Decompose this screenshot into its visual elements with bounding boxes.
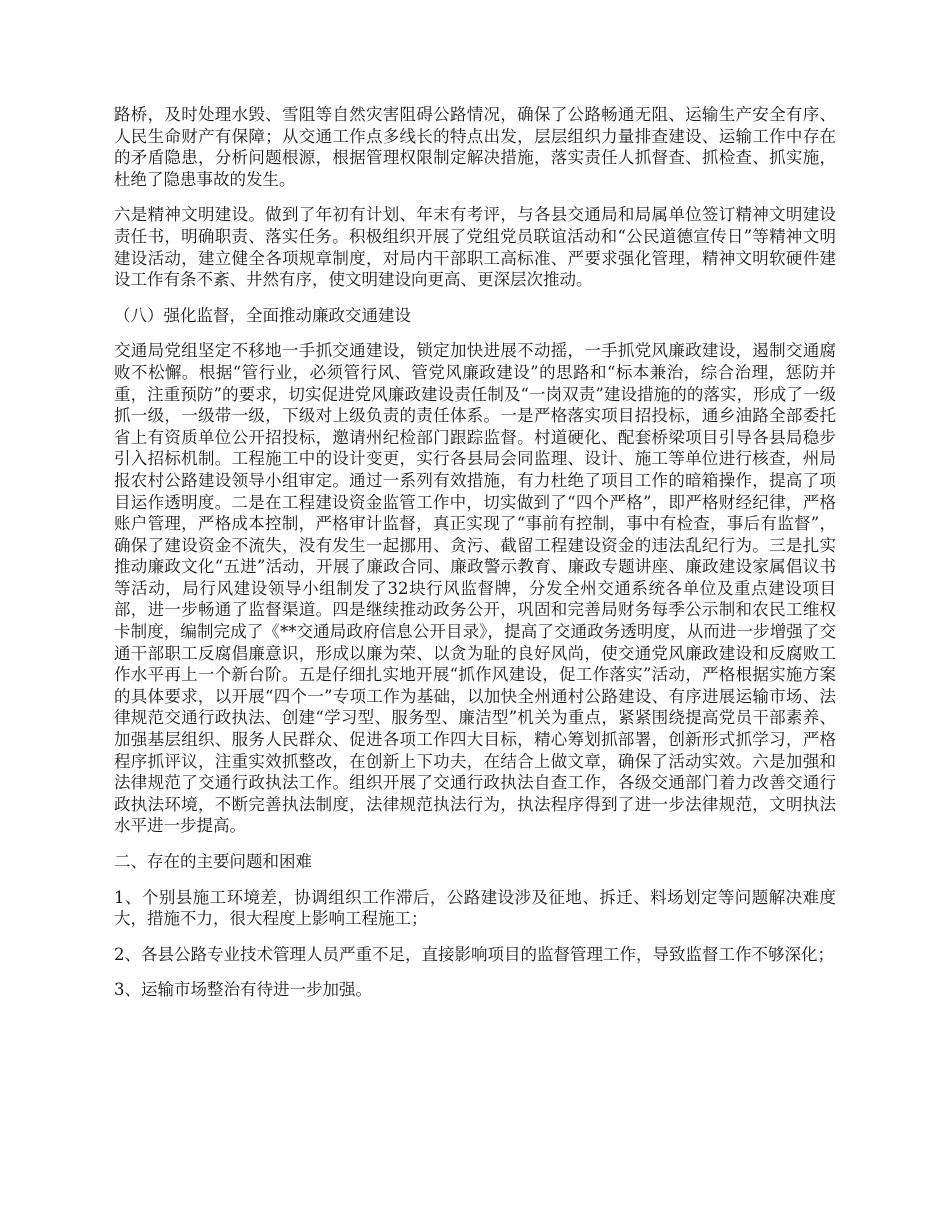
problem-item-3: 3、运输市场整治有待进一步加强。 xyxy=(114,980,372,1000)
problem-item-1: 1、个别县施工环境差，协调组织工作滞后，公路建设涉及征地、拆迁、料场划定等问题解决难度大，措施不力，很大程度上影响工程施工； xyxy=(114,887,836,929)
paragraph-spiritual-civilization: 六是精神文明建设。做到了年初有计划、年末有考评，与各县交通局和局属单位签订精神文明建设责任书，明确职责、落实任务。积极组织开展了党组党员联谊活动和“公民道德宣传日”等精神文明建设活动，建立健全各项规章制度，对局内干部职工高标准、严要求强化管理，精神文明软硬件建设工作有条不紊、井然有序，使文明建设向更高、更深层次推动。 xyxy=(114,205,836,290)
paragraph-clean-governance: 交通局党组坚定不移地一手抓交通建设，锁定加快进展不动摇，一手抓党风廉政建设，遏制交通腐败不松懈。根据“管行业，必须管行风、管党风廉政建设”的思路和“标本兼治，综合治理，惩防并重，注重预防”的要求，切实促进党风廉政建设责任制及“一岗双责”建设措施的的落实，形成了一级抓一级，一级带一级，下级对上级负责的责任体系。一是严格落实项目招投标，通乡油路全部委托省上有资质单位公开招投标，邀请州纪检部门跟踪监督。村道硬化、配套桥梁项目引导各县局稳步引入招标机制。工程施工中的设计变更，实行各县局会同监理、设计、施工等单位进行核查，州局报农村公路建设领导小组审定。通过一系列有效措施，有力杜绝了项目工作的暗箱操作，提高了项目运作透明度。二是在工程建设资金监管工作中，切实做到了“四个严格”，即严格财经纪律，严格账户管理，严格成本控制，严格审计监督，真正实现了“事前有控制，事中有检查，事后有监督”，确保了建设资金不流失，没有发生一起挪用、贪污、截留工程建设资金的违法乱纪行为。三是扎实推动廉政文化“五进”活动，开展了廉政合同、廉政警示教育、廉政专题讲座、廉政建设家属倡议书等活动，局行风建设领导小组制发了32块行风监督牌，分发全州交通系统各单位及重点建设项目部，进一步畅通了监督渠道。四是继续推动政务公开，巩固和完善局财务每季公示制和农民工维权卡制度，编制完成了《**交通局政府信息公开目录》，提高了交通政务透明度，从而进一步增强了交通干部职工反腐倡廉意识，形成以廉为荣、以贪为耻的良好风尚，使交通党风廉政建设和反腐败工作水平再上一个新台阶。五是仔细扎实地开展“抓作风建设，促工作落实”活动，严格根据实施方案的具体要求，以开展“四个一”专项工作为基础，以加快全州通村公路建设、有序进展运输市场、法律规范交通行政执法、创建“学习型、服务型、廉洁型”机关为重点，紧紧围绕提高党员干部素养、加强基层组织、服务人民群众、促进各项工作四大目标，精心筹划抓部署，创新形式抓学习，严格程序抓评议，注重实效抓整改，在创新上下功夫，在结合上做文章，确保了活动实效。六是加强和法律规范了交通行政执法工作。组织开展了交通行政执法自查工作，各级交通部门着力改善交通行政执法环境，不断完善执法制度，法律规范执法行为，执法程序得到了进一步法律规范，文明执法水平进一步提高。 xyxy=(114,341,836,836)
paragraph-road-safety: 路桥，及时处理水毁、雪阻等自然灾害阻碍公路情况，确保了公路畅通无阻、运输生产安全有序、人民生命财产有保障；从交通工作点多线长的特点出发，层层组织力量排查建设、运输工作中存在的矛盾隐患，分析问题根源，根据管理权限制定解决措施，落实责任人抓督查、抓检查、抓实施，杜绝了隐患事故的发生。 xyxy=(114,105,836,189)
problem-item-2: 2、各县公路专业技术管理人员严重不足，直接影响项目的监督管理工作，导致监督工作不够深化； xyxy=(114,944,834,964)
section-heading-problems: 二、存在的主要问题和困难 xyxy=(114,852,312,871)
section-heading-supervision: （八）强化监督，全面推动廉政交通建设 xyxy=(114,305,411,325)
document-body xyxy=(114,104,836,1015)
